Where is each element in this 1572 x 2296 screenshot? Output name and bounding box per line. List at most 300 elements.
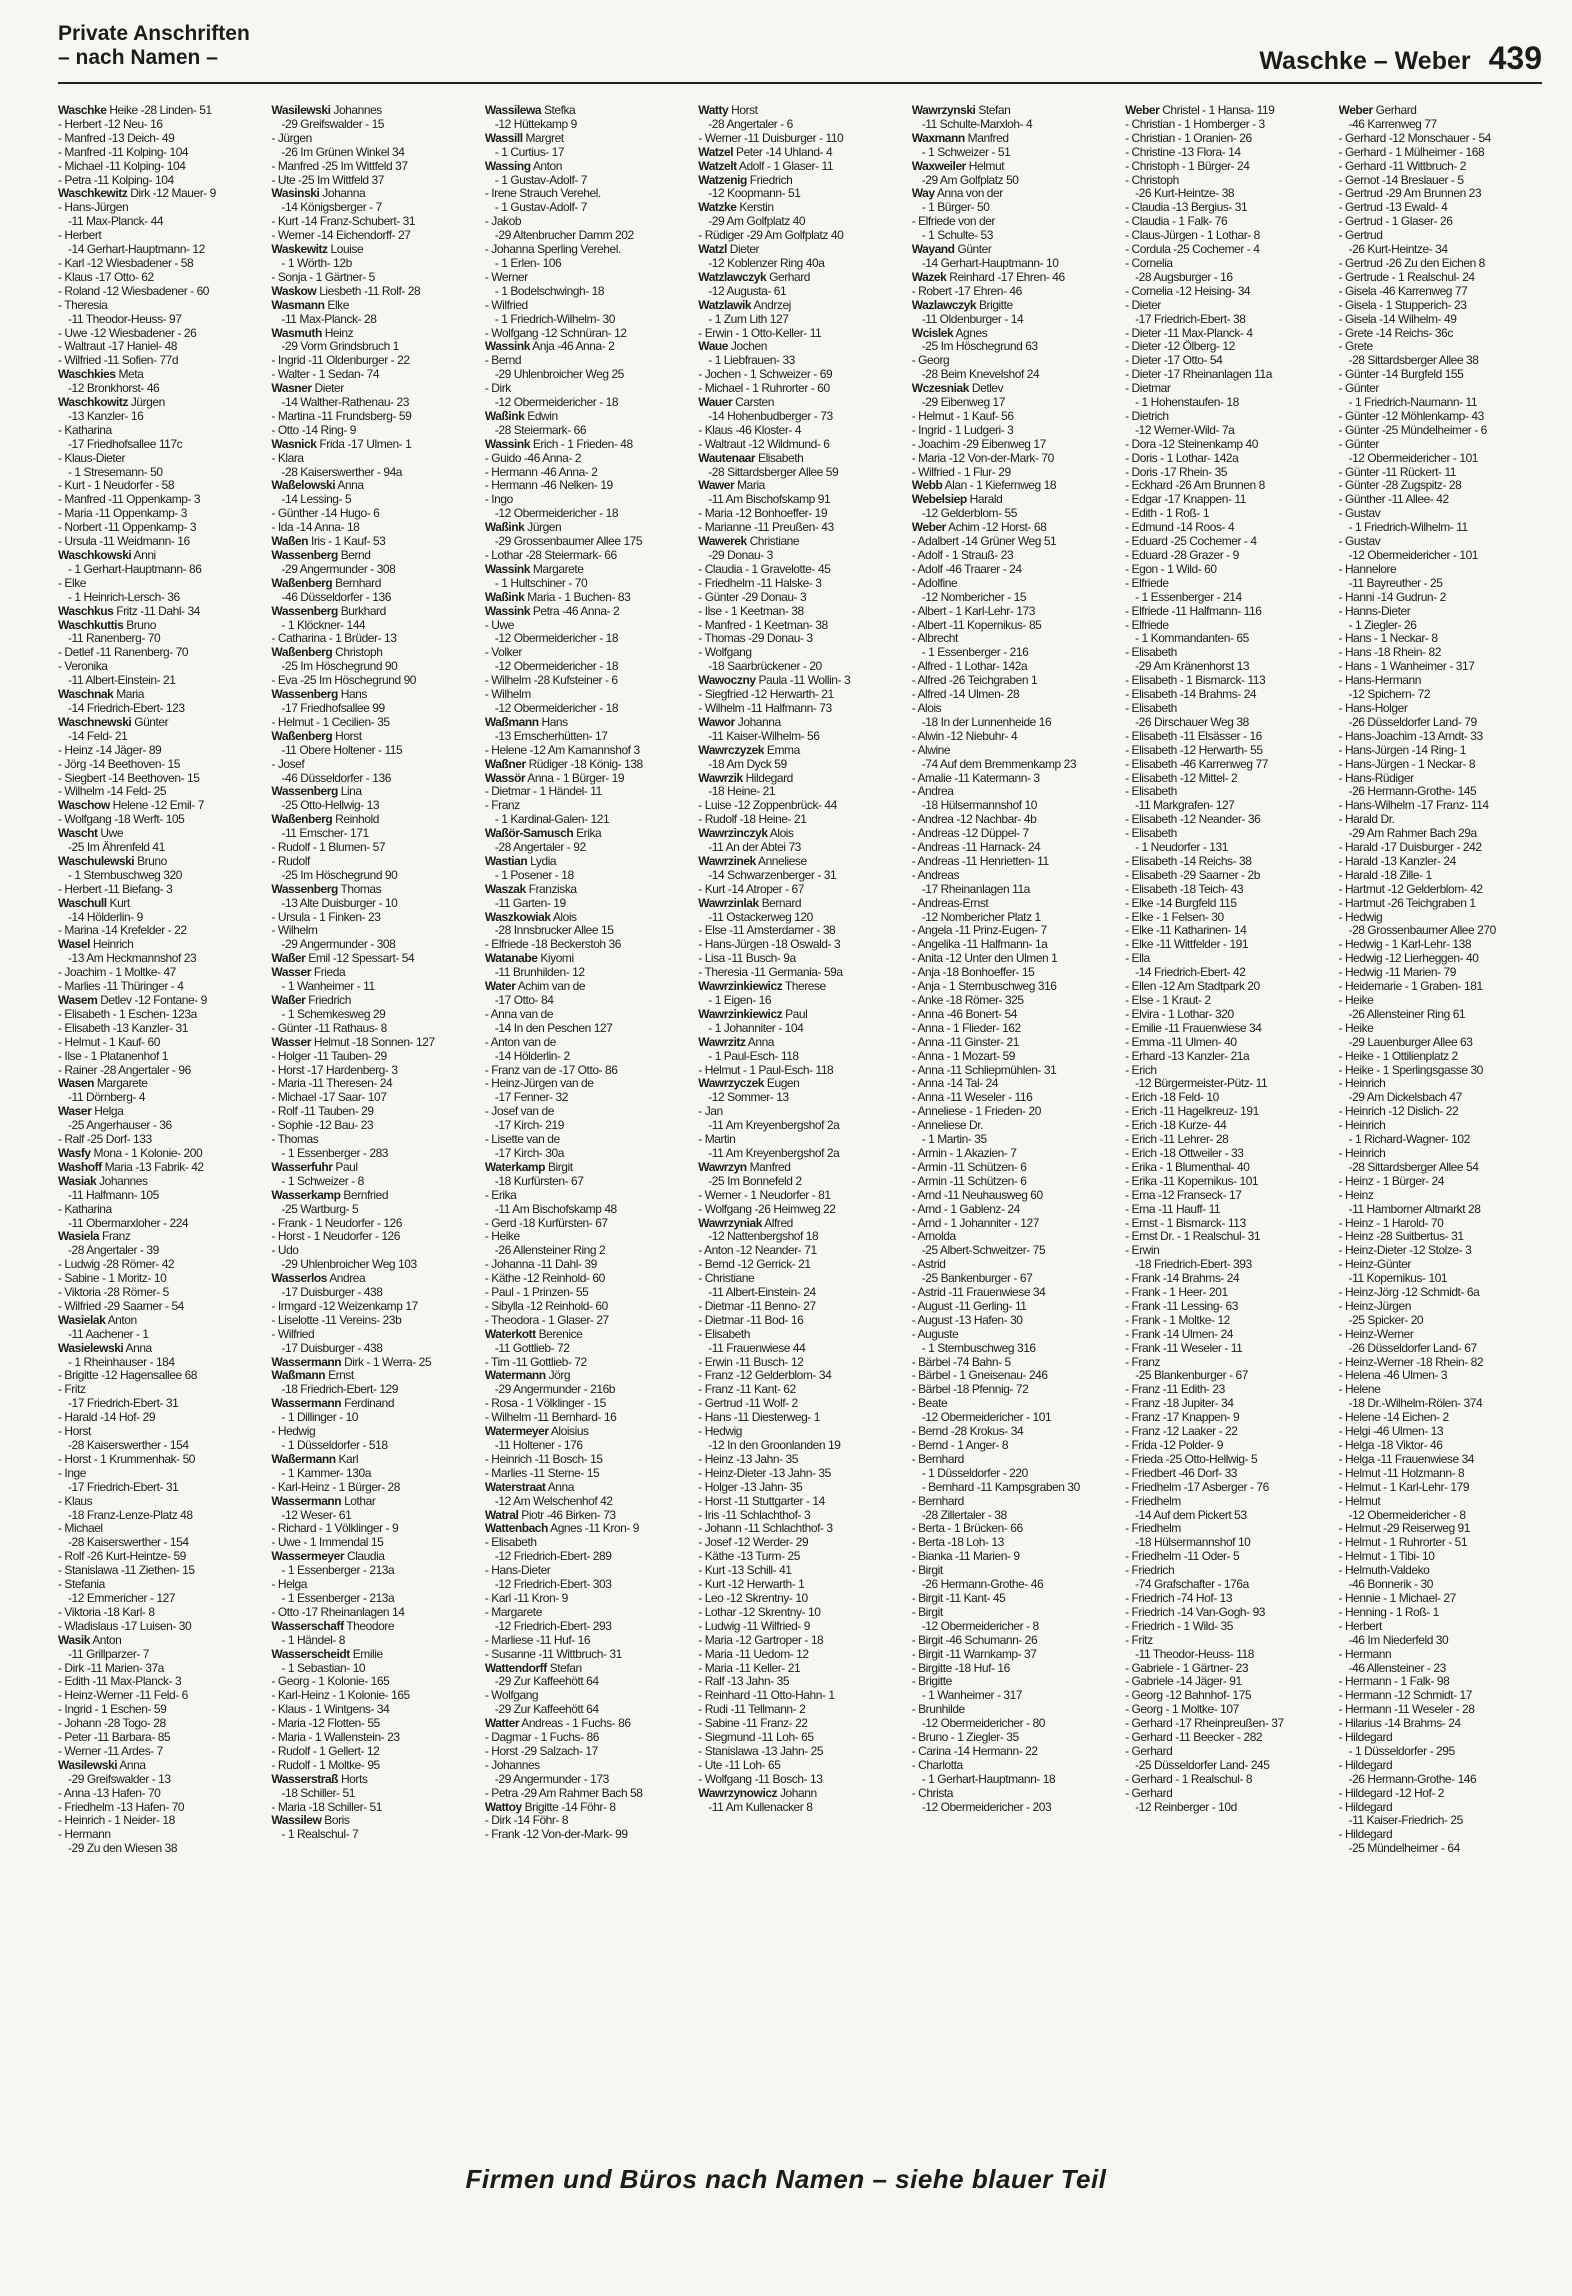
entry-details: - Theresia -11 Germania- 59a <box>698 966 843 980</box>
directory-entry <box>1125 1536 1328 1550</box>
entry-details: - Bärbel -18 Pfennig- 72 <box>911 1383 1029 1397</box>
entry-details: - Günter -25 Mündelheimer - 6 <box>1338 423 1487 437</box>
directory-entry <box>1125 1217 1328 1231</box>
directory-entry <box>485 952 688 966</box>
entry-surname: Wattoy <box>484 1800 522 1814</box>
entry-details: - Armin - 1 Akazien- 7 <box>911 1146 1017 1160</box>
directory-entry <box>1125 1314 1328 1328</box>
entry-details: -17 Fenner- 32 <box>494 1091 568 1105</box>
directory-entry <box>698 1787 901 1801</box>
entry-details: - Albert - 1 Karl-Lehr- 173 <box>911 604 1035 618</box>
entry-surname: Wawrzitz <box>698 1035 746 1049</box>
directory-entry <box>485 1105 688 1119</box>
entry-details: - Ida -14 Anna- 18 <box>271 521 360 535</box>
entry-details: - Detlef -11 Ranenberg- 70 <box>58 646 189 660</box>
entry-details: - Manfred -13 Deich- 49 <box>58 131 175 145</box>
directory-entry <box>271 1550 474 1564</box>
entry-details: - 1 Schweizer - 51 <box>921 145 1011 159</box>
entry-details: - Gerhard <box>1125 1744 1173 1758</box>
entry-details: -29 Angermunder - 173 <box>494 1772 609 1786</box>
entry-details: - Waltraut -12 Wildmund- 6 <box>698 437 830 451</box>
directory-entry <box>698 952 901 966</box>
entry-details: -11 Theodor-Heuss- 118 <box>1135 1647 1254 1661</box>
directory-entry <box>271 1425 474 1439</box>
directory-entry <box>58 966 261 980</box>
directory-entry <box>1339 243 1542 257</box>
entry-details: - Cordula -25 Cochemer - 4 <box>1125 243 1260 257</box>
entry-details: - Rosa - 1 Völklinger - 15 <box>484 1397 606 1411</box>
directory-entry <box>271 1411 474 1425</box>
entry-details: -11 Kaiser-Friedrich- 25 <box>1348 1814 1463 1828</box>
directory-entry <box>271 1008 474 1022</box>
directory-entry <box>698 772 901 786</box>
entry-details: - Ute -11 Loh- 65 <box>698 1758 781 1772</box>
entry-details: -17 Duisburger - 438 <box>281 1341 383 1355</box>
entry-details: - Heike <box>1338 1021 1374 1035</box>
entry-details: - Bärbel - 1 Gneisenau- 246 <box>911 1369 1048 1383</box>
directory-entry <box>485 1369 688 1383</box>
entry-details: - 1 Martin- 35 <box>921 1133 987 1147</box>
directory-entry <box>698 215 901 229</box>
directory-entry <box>912 1147 1115 1161</box>
directory-entry <box>1125 1133 1328 1147</box>
directory-entry <box>485 1189 688 1203</box>
entry-surname: Wasner <box>271 382 312 396</box>
entry-details: Peter -14 Uhland- 4 <box>736 145 833 159</box>
entry-details: -28 Kaiserswerther - 154 <box>68 1439 189 1452</box>
entry-details: -25 Otto-Hellwig- 13 <box>281 799 380 813</box>
directory-entry <box>698 1119 901 1133</box>
entry-details: - Heinz-Werner -11 Feld- 6 <box>58 1689 188 1703</box>
directory-entry <box>912 521 1115 535</box>
directory-entry <box>271 1509 474 1523</box>
entry-surname: Watzl <box>698 243 727 257</box>
entry-details: Meta <box>118 368 144 382</box>
entry-details: - 1 Düsseldorfer - 518 <box>281 1439 388 1452</box>
entry-surname: Waßmann <box>271 1369 326 1383</box>
entry-details: -26 Düsseldorfer Land- 79 <box>1348 715 1477 729</box>
directory-entry <box>58 1147 261 1161</box>
entry-details: - Margarete <box>484 1605 542 1619</box>
directory-entry <box>912 215 1115 229</box>
directory-entry <box>271 354 474 368</box>
entry-details: - Helga -18 Viktor- 46 <box>1338 1439 1443 1452</box>
entry-surname: Waterkott <box>484 1327 536 1341</box>
entry-details: - Ingo <box>484 493 513 507</box>
page-range-heading <box>1259 40 1542 77</box>
directory-entry <box>271 313 474 327</box>
entry-details: -12 Obermeidericher - 8 <box>921 1619 1039 1633</box>
entry-details: - Maria -11 Theresen- 24 <box>271 1077 393 1091</box>
entry-surname: Watzlawczyk <box>698 270 767 284</box>
entry-details: - Hedwig <box>698 1425 743 1439</box>
entry-details: - Heinz-Jürgen <box>1338 1299 1411 1313</box>
directory-entry <box>1339 827 1542 841</box>
entry-details: -25 Im Bonnefeld 2 <box>708 1174 802 1188</box>
entry-details: - Anna -13 Hafen- 70 <box>58 1786 161 1800</box>
footer-note: Firmen und Büros nach Namen – siehe blauer Teil <box>465 2164 1107 2194</box>
directory-entry <box>1125 772 1328 786</box>
entry-details: -11 Am Bischofskamp 91 <box>708 493 831 507</box>
directory-entry <box>1125 1342 1328 1356</box>
directory-entry <box>698 1356 901 1370</box>
entry-details: -29 Zur Kaffeehött 64 <box>494 1703 599 1717</box>
directory-entry <box>912 1036 1115 1050</box>
entry-details: - Henning - 1 Roß- 1 <box>1338 1605 1439 1619</box>
entry-details: - Rolf -11 Tauben- 29 <box>271 1105 374 1119</box>
entry-details: -29 Eibenweg 17 <box>921 396 1006 410</box>
entry-surname: Waszak <box>484 882 526 896</box>
entry-details: - Grete <box>1338 340 1373 354</box>
directory-entry <box>485 1801 688 1815</box>
entry-details: - Frank -11 Lessing- 63 <box>1125 1299 1238 1313</box>
directory-entry <box>698 396 901 410</box>
entry-surname: Waßmann <box>484 715 539 729</box>
entry-details: - Heinrich <box>1338 1077 1386 1091</box>
directory-entry <box>1125 1328 1328 1342</box>
entry-details: - Erwin <box>1125 1244 1160 1258</box>
directory-entry <box>271 702 474 716</box>
directory-entry <box>1125 243 1328 257</box>
entry-details: -25 Spicker- 20 <box>1348 1313 1424 1327</box>
entry-details: - Dieter -17 Rheinanlagen 11a <box>1125 368 1272 382</box>
directory-entry <box>912 313 1115 327</box>
entry-details: - Arnd - 1 Gablenz- 24 <box>911 1202 1020 1216</box>
directory-entry <box>485 994 688 1008</box>
entry-details: - Erwin - 1 Otto-Keller- 11 <box>698 326 822 340</box>
entry-details: - Brigitte -12 Hagensallee 68 <box>58 1369 198 1383</box>
directory-entry <box>912 1439 1115 1453</box>
entry-details: - Iris -11 Schlachthof- 3 <box>698 1508 811 1522</box>
entry-surname: Wazek <box>911 270 947 284</box>
entry-details: -12 Friedrich-Ebert- 289 <box>494 1550 612 1564</box>
directory-entry <box>912 201 1115 215</box>
entry-details: - 1 Stresemann- 50 <box>68 465 163 479</box>
entry-details: - Anna - 1 Flieder- 162 <box>911 1021 1021 1035</box>
directory-entry <box>271 104 474 118</box>
directory-entry <box>1339 869 1542 883</box>
entry-surname: Waxmann <box>911 131 965 145</box>
directory-entry <box>698 1328 901 1342</box>
directory-entry <box>698 354 901 368</box>
directory-entry <box>1339 799 1542 813</box>
directory-entry <box>698 591 901 605</box>
directory-entry <box>698 674 901 688</box>
entry-details: - 1 Essenberger - 216 <box>921 646 1029 660</box>
directory-entry <box>698 549 901 563</box>
directory-entry <box>58 424 261 438</box>
header-rule <box>58 82 1542 84</box>
entry-details: Anna <box>337 479 364 493</box>
directory-entry <box>58 1453 261 1467</box>
directory-entry <box>698 660 901 674</box>
directory-entry <box>485 911 688 925</box>
entry-details: Paul <box>785 1007 808 1021</box>
entry-details: Christoph <box>335 646 383 660</box>
entry-details: - Helgi -46 Ulmen- 13 <box>1338 1425 1444 1439</box>
directory-entry <box>271 1828 474 1842</box>
entry-details: Andrea <box>329 1272 366 1286</box>
directory-entry <box>271 1453 474 1467</box>
directory-entry <box>58 313 261 327</box>
entry-details: - Martin <box>698 1133 736 1147</box>
directory-entry <box>698 911 901 925</box>
directory-entry <box>271 146 474 160</box>
directory-entry <box>271 1383 474 1397</box>
entry-details: Bruno <box>126 618 156 632</box>
entry-details: Johann <box>780 1786 817 1800</box>
directory-entry <box>271 479 474 493</box>
directory-entry <box>58 897 261 911</box>
entry-details: - Theodora - 1 Glaser- 27 <box>484 1313 609 1327</box>
directory-entry <box>1339 855 1542 869</box>
entry-surname: Wassör <box>484 771 526 785</box>
directory-entry <box>485 772 688 786</box>
entry-details: - Andreas -11 Harnack- 24 <box>911 841 1041 855</box>
directory-entry <box>912 1314 1115 1328</box>
entry-details: - Maria -11 Oppenkamp- 3 <box>58 507 188 521</box>
entry-details: - Susanne -11 Wittbruch- 31 <box>484 1647 622 1661</box>
entry-details: -11 Obermarxloher - 224 <box>68 1216 189 1230</box>
entry-details: - Erika <box>484 1188 517 1202</box>
directory-entry <box>698 1703 901 1717</box>
entry-details: - Heinz <box>1338 1188 1374 1202</box>
directory-entry <box>698 285 901 299</box>
entry-details: - Sonja - 1 Gärtner- 5 <box>271 270 375 284</box>
directory-entry <box>271 396 474 410</box>
directory-entry <box>1125 980 1328 994</box>
entry-details: - Manfred -11 Kolping- 104 <box>58 145 189 159</box>
directory-entry <box>58 201 261 215</box>
directory-entry <box>1339 1495 1542 1509</box>
entry-surname: Wasem <box>58 994 98 1007</box>
directory-entry <box>485 1522 688 1536</box>
entry-details: - Ilse - 1 Keetman- 38 <box>698 604 804 618</box>
directory-entry <box>271 549 474 563</box>
directory-entry <box>1339 1787 1542 1801</box>
directory-entry <box>1339 104 1542 118</box>
directory-entry <box>1125 897 1328 911</box>
entry-details: -26 Kurt-Heintze- 38 <box>1135 187 1235 201</box>
directory-entry <box>58 438 261 452</box>
directory-entry <box>912 1077 1115 1091</box>
entry-details: - Helmut - 1 Paul-Esch- 118 <box>698 1063 834 1077</box>
directory-entry <box>271 438 474 452</box>
entry-details: - Alfred - 1 Lothar- 142a <box>911 660 1028 674</box>
directory-entry <box>1125 507 1328 521</box>
directory-entry <box>58 716 261 730</box>
entry-details: -28 Steiermark- 66 <box>494 423 587 437</box>
entry-surname: Waßelowski <box>271 479 336 493</box>
directory-entry <box>58 1230 261 1244</box>
directory-entry <box>485 1397 688 1411</box>
directory-entry <box>271 340 474 354</box>
directory-entry <box>912 410 1115 424</box>
entry-details: -13 Kanzler- 16 <box>68 409 144 423</box>
section-heading-line1: Private Anschriften <box>58 22 250 45</box>
entry-details: - Hermann - 1 Falk- 98 <box>1338 1675 1450 1689</box>
directory-entry <box>485 313 688 327</box>
directory-entry <box>698 758 901 772</box>
directory-entry <box>58 1759 261 1773</box>
directory-entry <box>912 257 1115 271</box>
entry-details: - Claudia -13 Bergius- 31 <box>1125 201 1248 215</box>
entry-details: - Astrid -11 Frauenwiese 34 <box>911 1286 1046 1300</box>
entry-details: - Erna -12 Franseck- 17 <box>1125 1188 1242 1202</box>
entry-details: -46 Düsseldorfer - 136 <box>281 771 391 785</box>
entry-details: Anna <box>125 1341 152 1355</box>
entry-surname: Wasserschaff <box>271 1619 344 1633</box>
entry-details: - Bernhard <box>911 1494 964 1508</box>
directory-entry <box>698 744 901 758</box>
directory-entry <box>1339 730 1542 744</box>
entry-details: -11 Max-Planck- 28 <box>281 312 377 326</box>
directory-entry <box>912 187 1115 201</box>
entry-details: -29 Am Golfplatz 50 <box>921 173 1019 187</box>
directory-entry <box>58 591 261 605</box>
directory-entry <box>698 1620 901 1634</box>
entry-details: - Frank -14 Ulmen- 24 <box>1125 1327 1234 1341</box>
directory-entry <box>1125 1703 1328 1717</box>
entry-details: -12 Obermeidericher - 8 <box>1348 1508 1466 1522</box>
entry-details: - Werner -14 Eichendorff- 27 <box>271 229 411 243</box>
entry-details: - Lothar -28 Steiermark- 66 <box>484 549 617 562</box>
directory-entry <box>1339 1272 1542 1286</box>
entry-details: - 1 Bodelschwingh- 18 <box>494 284 605 298</box>
directory-entry <box>271 1801 474 1815</box>
directory-entry <box>1339 187 1542 201</box>
directory-entry <box>485 716 688 730</box>
directory-entry <box>485 1745 688 1759</box>
directory-entry <box>271 1731 474 1745</box>
entry-details: -29 Uhlenbroicher Weg 103 <box>281 1258 417 1272</box>
directory-entry <box>698 1189 901 1203</box>
directory-entry <box>1125 966 1328 980</box>
entry-details: - Franz -11 Kant- 62 <box>698 1383 796 1397</box>
directory-entry <box>912 104 1115 118</box>
entry-details: - Herbert <box>58 229 102 243</box>
entry-details: -12 Obermeidericher - 18 <box>494 701 619 715</box>
entry-details: - Frida -12 Polder- 9 <box>1125 1439 1224 1452</box>
directory-entry <box>698 632 901 646</box>
entry-details: - Hedwig -11 Marien- 79 <box>1338 966 1457 980</box>
entry-surname: Waßermann <box>271 1452 336 1466</box>
entry-details: - Bernhard -11 Kampsgraben 30 <box>921 1480 1080 1494</box>
entry-details: - Wilhelm -11 Halfmann- 73 <box>698 701 832 715</box>
entry-details: -13 Emscherhütten- 17 <box>494 729 608 743</box>
directory-entry <box>912 1425 1115 1439</box>
entry-details: -12 Koopmann- 51 <box>708 187 801 201</box>
entry-details: -11 Am Kullenacker 8 <box>708 1800 813 1814</box>
directory-entry <box>698 1675 901 1689</box>
entry-details: - Günther -14 Hugo- 6 <box>271 507 380 521</box>
entry-details: - Lisa -11 Busch- 9a <box>698 952 796 966</box>
directory-entry <box>1339 1453 1542 1467</box>
directory-entry <box>1339 215 1542 229</box>
entry-details: - Klaus-Dieter <box>58 451 126 465</box>
entry-details: - Anke -18 Römer- 325 <box>911 994 1024 1007</box>
directory-entry <box>58 452 261 466</box>
entry-details: Maria - 1 Buchen- 83 <box>527 590 631 604</box>
entry-details: - Anna van de <box>484 1007 554 1021</box>
entry-details: - Ralf -25 Dorf- 133 <box>58 1133 152 1147</box>
entry-surname: Wasel <box>58 938 90 952</box>
entry-details: - 1 Essenberger - 214 <box>1135 590 1242 604</box>
entry-details: - Ludwig -11 Wilfried- 9 <box>698 1619 810 1633</box>
directory-entry <box>698 883 901 897</box>
entry-surname: Wattenbach <box>484 1522 548 1536</box>
directory-entry <box>1125 313 1328 327</box>
entry-details: -14 Hölderlin- 2 <box>494 1049 570 1063</box>
directory-entry <box>912 1356 1115 1370</box>
entry-details: -17 Friedrich-Ebert- 31 <box>68 1480 179 1494</box>
directory-entry <box>698 841 901 855</box>
directory-entry <box>58 1689 261 1703</box>
directory-entry <box>58 869 261 883</box>
entry-details: Piotr -46 Birken- 73 <box>521 1508 616 1522</box>
directory-entry <box>58 813 261 827</box>
directory-entry <box>58 340 261 354</box>
directory-entry <box>58 146 261 160</box>
entry-details: - Elfriede -11 Halfmann- 116 <box>1125 604 1262 618</box>
entry-details: - Wilfried <box>484 298 528 312</box>
directory-entry <box>271 493 474 507</box>
entry-details: -11 Aachener - 1 <box>68 1327 149 1341</box>
directory-entry <box>912 785 1115 799</box>
entry-details: Liesbeth -11 Rolf- 28 <box>319 284 421 298</box>
entry-details: - Klara <box>271 451 304 465</box>
entry-details: - Alfred -14 Ulmen- 28 <box>911 688 1020 702</box>
entry-details: Heinrich <box>92 938 134 952</box>
directory-entry <box>912 1801 1115 1815</box>
entry-details: Manfred <box>967 131 1009 145</box>
entry-details: - Heidemarie - 1 Graben- 181 <box>1338 980 1483 994</box>
directory-entry <box>1339 1578 1542 1592</box>
entry-details: - Wolfgang -26 Heimweg 22 <box>698 1202 836 1216</box>
entry-details: Jürgen <box>527 521 562 535</box>
directory-entry <box>912 813 1115 827</box>
entry-details: - Luise -12 Zoppenbrück- 44 <box>698 799 837 813</box>
entry-details: -18 Hülsermannshof 10 <box>921 799 1037 813</box>
directory-entry <box>912 1105 1115 1119</box>
entry-details: - Dietmar <box>1125 382 1171 396</box>
directory-entry <box>271 605 474 619</box>
directory-entry <box>912 452 1115 466</box>
directory-entry <box>1339 396 1542 410</box>
directory-entry <box>58 660 261 674</box>
directory-entry <box>912 1606 1115 1620</box>
directory-column <box>698 104 901 2142</box>
directory-entry <box>698 424 901 438</box>
directory-entry <box>271 201 474 215</box>
directory-entry <box>698 577 901 591</box>
entry-surname: Wassenberg <box>271 785 338 799</box>
directory-entry <box>698 619 901 633</box>
directory-entry <box>1339 1675 1542 1689</box>
entry-details: - Andrea <box>911 785 954 799</box>
directory-entry <box>1339 1036 1542 1050</box>
entry-details: -12 Koblenzer Ring 40a <box>708 256 825 270</box>
entry-details: - Horst - 1 Neudorfer - 126 <box>271 1230 400 1244</box>
directory-entry <box>912 1397 1115 1411</box>
entry-details: Horst <box>731 104 758 117</box>
directory-entry <box>58 1314 261 1328</box>
directory-entry <box>485 924 688 938</box>
entry-details: -12 Reinberger - 10d <box>1135 1800 1237 1814</box>
entry-details: - Amalie -11 Katermann- 3 <box>911 771 1040 785</box>
directory-entry <box>1125 1119 1328 1133</box>
entry-details: - Gertrude - 1 Realschul- 24 <box>1338 270 1475 284</box>
